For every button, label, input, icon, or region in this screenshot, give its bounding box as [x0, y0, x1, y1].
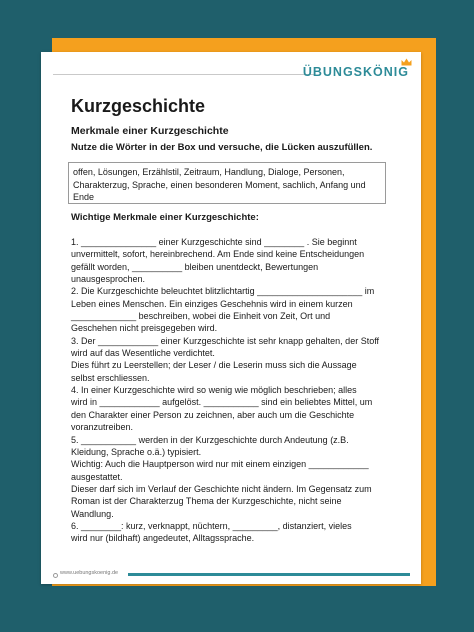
copyright-icon [53, 573, 58, 578]
text-line: _____________ beschreiben, wobei die Einheit von Zeit, Ort und [71, 311, 331, 322]
text-line: Dieser darf sich im Verlauf der Geschichte nicht ändern. Im Gegensatz zum [71, 483, 372, 494]
section-heading: Wichtige Merkmale einer Kurzgeschichte: [71, 212, 259, 223]
text-line: 6. ________: kurz, verknappt, nüchtern, _________, distanziert, vieles [71, 520, 352, 531]
text-line: Geschehen nicht preisgegeben wird. [71, 323, 218, 334]
text-line: Leben eines Menschen. Ein einziges Geschehnis wird in einem kurzen [71, 298, 353, 309]
footer-url: www.uebungskoenig.de [60, 570, 119, 576]
text-line: 3. Der ____________ einer Kurzgeschichte ist sehr knapp gehalten, der Stoff [71, 335, 380, 346]
crown-icon [401, 58, 412, 66]
text-line: gefällt worden, __________ bleiben unentdeckt, Bewertungen [71, 261, 319, 272]
footer-accent-bar [128, 573, 410, 576]
text-line: wird in ____________ aufgelöst. ___________ sind ein beliebtes Mittel, um [71, 397, 373, 408]
text-line: selbst erschliessen. [71, 372, 150, 383]
text-line: unausgesprochen. [71, 274, 146, 285]
page-title: Kurzgeschichte [71, 96, 206, 116]
page-subtitle: Merkmale einer Kurzgeschichte [71, 125, 229, 137]
text-line: voranzutreiben. [71, 422, 134, 433]
text-line: 1. _______________ einer Kurzgeschichte sind ________ . Sie beginnt [71, 237, 357, 247]
word-box [68, 162, 386, 204]
text-line: wird auf das Wesentliche verdichtet. [71, 348, 215, 359]
text-line: wird nur (bildhaft) angedeutet, Alltagssprache. [71, 533, 255, 544]
text-line: 2. Die Kurzgeschichte beleuchtet blitzlichtartig _____________________ im [71, 286, 375, 297]
text-line: 5. ___________ werden in der Kurzgeschichte durch Andeutung (z.B. [71, 434, 349, 445]
word-box-line: Charakterzug, Sprache, einen besonderen Moment, sachlich, Anfang und [73, 179, 366, 190]
task-instruction: Nutze die Wörter in der Box und versuche, die Lücken auszufüllen. [71, 142, 373, 153]
worksheet-page [41, 52, 421, 584]
text-line: Wichtig: Auch die Hauptperson wird nur mit einem einzigen ____________ [71, 459, 369, 470]
text-line: 4. In einer Kurzgeschichte wird so wenig wie möglich beschrieben; alles [71, 385, 357, 396]
word-box-line: Ende [73, 192, 95, 202]
text-line: ausgestattet. [71, 471, 123, 482]
word-box-line: offen, Lösungen, Erzählstil, Zeitraum, Handlung, Dialoge, Personen, [73, 167, 345, 177]
cloze-text [71, 236, 391, 545]
header-divider [53, 74, 315, 75]
brand-logo-text: ÜBUNGSKÖNIG [302, 65, 409, 79]
text-line: unvermittelt, sofort, hereinbrechend. Am Ende sind keine Entscheidungen [71, 249, 365, 260]
text-line: den Charakter einer Person zu zeichnen, aber auch um die Geschichte [71, 409, 355, 420]
brand-logo [303, 65, 409, 79]
text-line: Roman ist der Charakterzug Thema der Kurzgeschichte, nicht seine [71, 496, 342, 507]
text-line: Dies führt zu Leerstellen; der Leser / die Leserin muss sich die Aussage [71, 360, 357, 371]
text-line: Wandlung. [71, 508, 114, 519]
text-line: Kleidung, Sprache o.ä.) typisiert. [71, 446, 202, 457]
